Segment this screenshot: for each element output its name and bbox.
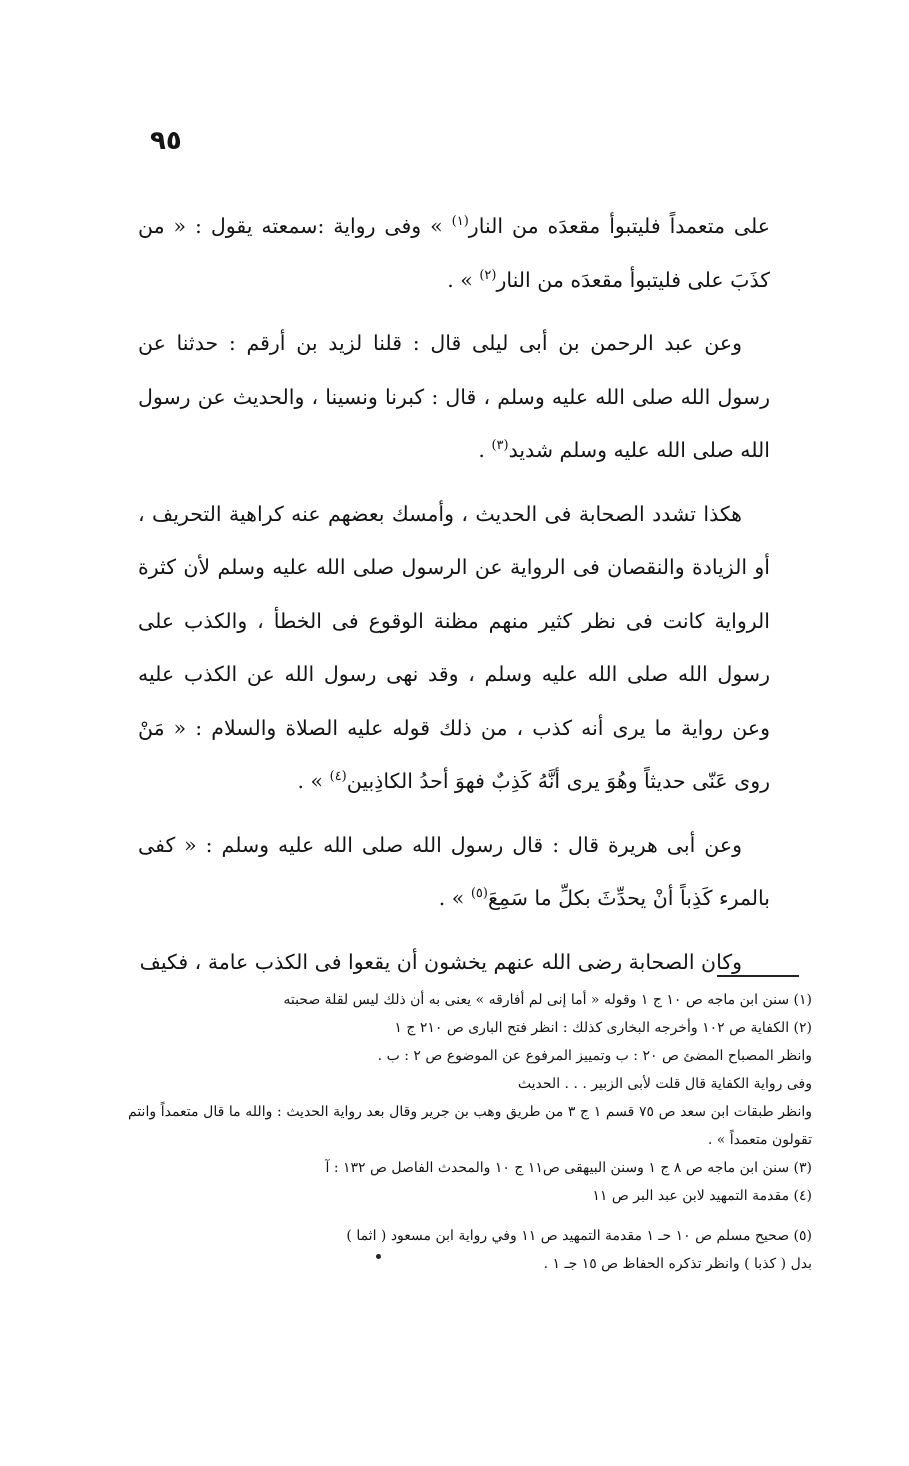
footnote-5-continuation: بدل ( كذبا ) وانظر تذكره الحفاظ ص ١٥ جـ ١ . — [543, 1256, 812, 1272]
paragraph-4-text: وعن أبى هريرة قال : قال رسول الله صلى الله عليه وسلم : « كفى بالمرء كَذِباً أنْ يحدِّثَ بكلِّ ما سَمِعَ — [138, 832, 770, 910]
footnote-4: (٤) مقدمة التمهيد لابن عبد البر ص ١١ — [592, 1188, 812, 1204]
main-text — [138, 200, 770, 999]
footnotes — [128, 986, 812, 1278]
paragraph-4-end: » . — [438, 886, 465, 910]
footnote-ref-5: (٥) — [470, 886, 488, 902]
footnote-5: (٥) صحيح مسلم ص ١٠ حـ ١ مقدمة التمهيد ص ١١ وفي رواية ابن مسعود ( اثما ) — [346, 1228, 812, 1244]
paragraph-1-text-2: » وفى رواية :سمعته يقول : « من كذَبَ على فليتبوأ مقعدَه من النار — [138, 214, 770, 292]
footnote-2-continuation: وانظر المصباح المضئ ص ٢٠ : ب وتمييز المرفوع عن الموضوع ص ٢ : ب . — [377, 1048, 812, 1064]
footnote-1: (١) سنن ابن ماجه ص ١٠ ج ١ وقوله « أما إنى لم أفارقه » يعنى به أن ذلك ليس لقلة صحبته — [283, 992, 812, 1008]
paragraph-2 — [138, 317, 770, 478]
paragraph-2-end: . — [478, 438, 485, 462]
paragraph-1-end: » . — [447, 267, 473, 292]
paragraph-3 — [138, 488, 770, 809]
paragraph-5-text: وكان الصحابة رضى الله عنهم يخشون أن يقعوا فى الكذب عامة ، فكيف — [139, 949, 742, 974]
footnote-gap — [128, 1210, 812, 1222]
page-number: ٩٥ — [150, 126, 182, 156]
footnote-separator — [717, 975, 799, 977]
footnote-2: (٢) الكفاية ص ١٠٢ وأخرجه البخارى كذلك : انظر فتح البارى ص ٢١٠ ج ١ — [394, 1020, 812, 1036]
paragraph-2-text: وعن عبد الرحمن بن أبى ليلى قال : قلنا لزيد بن أرقم : حدثنا عن رسول الله صلى الله عليه وسلم ، قال : كبرنا ونسينا ، والحديث عن رسول الله صلى الله عليه وسلم شديد — [138, 331, 770, 462]
footnote-ref-4: (٤) — [329, 769, 347, 785]
paragraph-1 — [138, 200, 770, 307]
footnote-2-continuation: وفى رواية الكفاية قال قلت لأبى الزبير . . . الحديث — [517, 1076, 812, 1092]
paragraph-3-end: » . — [297, 769, 324, 793]
footnote-ref-2: (٢) — [479, 267, 497, 283]
footnote-ref-3: (٣) — [491, 438, 509, 454]
paragraph-5 — [138, 936, 770, 990]
footnote-ref-1: (١) — [451, 214, 469, 230]
paragraph-3-text: هكذا تشدد الصحابة فى الحديث ، وأمسك بعضهم عنه كراهية التحريف ، أو الزيادة والنقصان فى الرواية عن الرسول صلى الله عليه وسلم لأن كثرة الرواية كانت فى نظر كثير منهم مظنة الوقوع فى الخطأ ، والكذب على رسول الله صلى الله عليه وسلم ، وقد نهى رسول الله عن الكذب عليه وعن رواية ما يرى أنه كذب ، من ذلك قوله عليه الصلاة والسلام : « مَنْ روى عَنّى حديثاً وهُوَ يرى أنَّهُ كَذِبٌ فهوَ أحدُ الكاذِبين — [138, 501, 770, 793]
paragraph-1-text: على متعمداً فليتبوأ مقعدَه من النار — [468, 214, 770, 238]
paragraph-4 — [138, 819, 770, 926]
footnote-3: (٣) سنن ابن ماجه ص ٨ ج ١ وسنن البيهقى ص١١ ج ١٠ والمحدث الفاصل ص ١٣٢ : آ — [325, 1160, 812, 1176]
ink-dot — [376, 1254, 381, 1259]
footnote-2-continuation: وانظر طبقات ابن سعد ص ٧٥ قسم ١ ج ٣ من طريق وهب بن جرير وقال بعد رواية الحديث : والله ما قال متعمداً وانتم تقولون متعمداً » . — [128, 1104, 813, 1148]
